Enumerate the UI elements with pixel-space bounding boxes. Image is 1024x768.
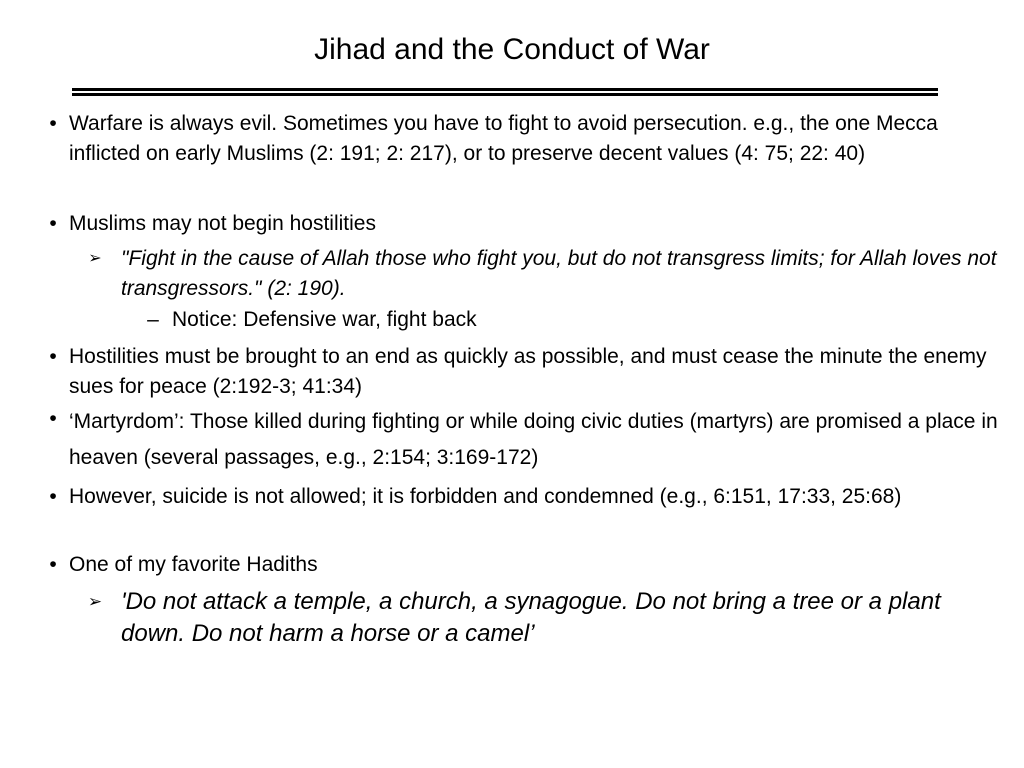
bullet-end-hostilities [49,342,999,402]
bullet-suicide [49,482,999,512]
bullet-marker: • [49,112,57,135]
dash-marker: – [147,308,159,331]
bullet-hostilities [49,209,999,239]
bullet-text: ‘Martyrdom’: Those killed during fighting or while doing civic duties (martyrs) are promised a place in heaven (several passages, e.g., 2:154; 3:169-172) [69,410,998,469]
bullet-text: Muslims may not begin hostilities [69,212,376,235]
slide-title: Jihad and the Conduct of War [314,33,710,66]
quote-hadith [87,586,1001,650]
bullet-hadiths [49,550,999,580]
bullet-marker: • [49,212,57,235]
note-defensive-war [147,305,972,335]
quote-text: 'Do not attack a temple, a church, a synagogue. Do not bring a tree or a plant down. Do not harm a horse or a camel’ [121,588,941,647]
quote-text: "Fight in the cause of Allah those who fight you, but do not transgress limits; for Allah loves not transgressors." (2: 190). [121,247,997,300]
arrow-bullet-icon: ➢ [87,592,103,611]
bullet-text: One of my favorite Hadiths [69,553,318,576]
bullet-warfare [49,109,999,169]
bullet-marker: • [49,485,57,508]
quote-defensive [88,244,1001,304]
bullet-text: Hostilities must be brought to an end as quickly as possible, and must cease the minute the enemy sues for peace (2:192-3; 41:34) [69,345,987,398]
bullet-martyrdom [49,404,999,476]
bullet-marker: • [49,553,57,576]
bullet-marker: • [49,407,57,430]
note-text: Notice: Defensive war, fight back [172,308,477,331]
arrow-bullet-icon: ➢ [88,250,102,267]
bullet-text: Warfare is always evil. Sometimes you have to fight to avoid persecution. e.g., the one Mecca inflicted on early Muslims (2: 191; 2: 217), or to preserve decent values (4: 75; 22: 40) [69,112,938,165]
bullet-marker: • [49,345,57,368]
bullet-text: However, suicide is not allowed; it is forbidden and condemned (e.g., 6:151, 17:33, 25:68) [69,485,902,508]
